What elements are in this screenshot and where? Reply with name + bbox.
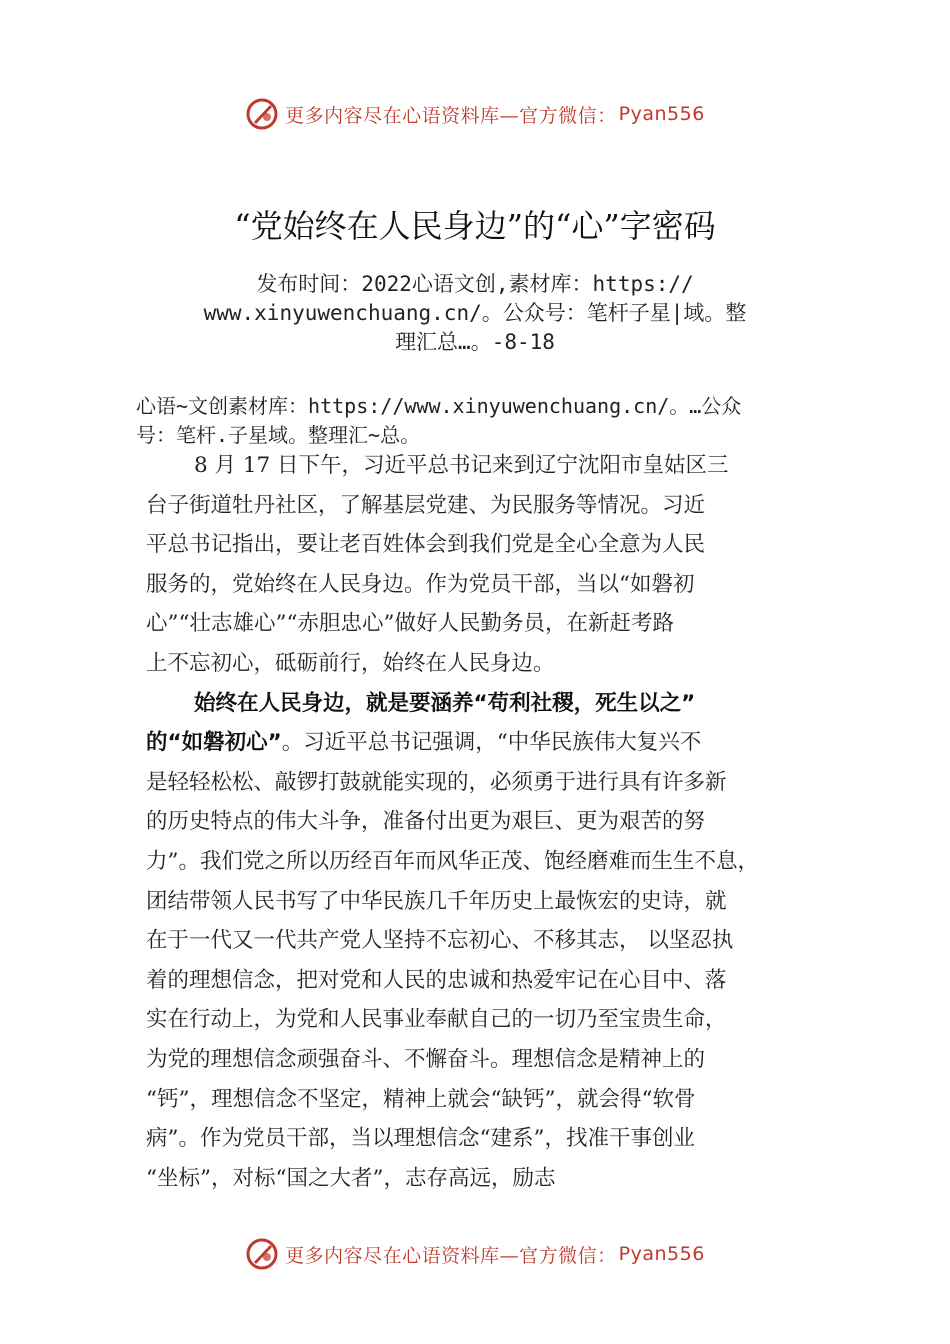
paragraph-line: 团结带领人民书写了中华民族几千年历史上最恢宏的史诗，就: [146, 888, 727, 914]
publish-meta: [150, 270, 800, 357]
watermark-header: [0, 96, 950, 132]
watermark-wechat-id: Pyan556: [618, 103, 705, 125]
paragraph-line: 服务的，党始终在人民身边。作为党员干部，当以“如磐初: [146, 571, 695, 597]
article-body: [146, 446, 818, 1198]
paragraph-line: [146, 723, 818, 763]
watermark-text: 更多内容尽在心语资料库—官方微信：: [285, 1244, 617, 1267]
paragraph-line: 实在行动上，为党和人民事业奉献自己的一切乃至宝贵生命，: [146, 1007, 727, 1033]
paragraph-line: 心”“壮志雄心”“赤胆忠心”做好人民勤务员，在新赶考路: [146, 611, 674, 637]
meta-line: 发布时间：2022心语文创,素材库：https://: [256, 272, 694, 296]
meta-line: 理汇总…。-8-18: [395, 330, 555, 354]
paragraph-line: 是轻轻松松、敲锣打鼓就能实现的，必须勇于进行具有许多新: [146, 769, 727, 795]
paragraph-line: 平总书记指出，要让老百姓体会到我们党是全心全意为人民: [146, 532, 706, 558]
document-title: “党始终在人民身边”的“心”字密码: [234, 207, 716, 245]
note-line: 心语~文创素材库：https://www.xinyuwenchuang.cn/。…公众: [136, 394, 742, 418]
paragraph-line: 为党的理想信念顽强奋斗、不懈奋斗。理想信念是精神上的: [146, 1046, 706, 1072]
paragraph-line: 在于一代又一代共产党人坚持不忘初心、不移其志， 以坚忍执: [146, 928, 734, 954]
paragraph-line: 病”。作为党员干部，当以理想信念“建系”，找准干事创业: [146, 1126, 695, 1152]
ink-brush-logo-icon: [245, 1237, 279, 1271]
bold-lead: 的“如磐初心”: [146, 730, 282, 756]
watermark-text: 更多内容尽在心语资料库—官方微信：: [285, 104, 617, 127]
bold-lead: 始终在人民身边，就是要涵养“苟利社稷，死生以之”: [194, 690, 696, 716]
paragraph-line: 上不忘初心，砥砺前行，始终在人民身边。: [146, 650, 555, 676]
watermark-footer: [0, 1236, 950, 1272]
note-line: 号：笔杆.子星域。整理汇~总。: [136, 423, 421, 447]
ink-brush-logo-icon: [245, 97, 279, 131]
paragraph-line: 着的理想信念，把对党和人民的忠诚和热爱牢记在心目中、落: [146, 967, 727, 993]
source-note: [136, 392, 844, 450]
watermark-wechat-id: Pyan556: [618, 1243, 705, 1265]
paragraph-line: 的历史特点的伟大斗争，准备付出更为艰巨、更为艰苦的努: [146, 809, 706, 835]
paragraph-line: 8 月 17 日下午，习近平总书记来到辽宁沈阳市皇姑区三: [194, 453, 729, 478]
paragraph-line: 台子街道牡丹社区，了解基层党建、为民服务等情况。习近: [146, 492, 706, 518]
paragraph-line: [146, 684, 818, 724]
line-rest: 。习近平总书记强调，“中华民族伟大复兴不: [281, 730, 702, 756]
meta-line: www.xinyuwenchuang.cn/。公众号：笔杆子星|域。整: [203, 301, 747, 325]
paragraph-line: 力”。我们党之所以历经百年而风华正茂、饱经磨难而生生不息，: [146, 848, 759, 874]
paragraph-line: “钙”，理想信念不坚定，精神上就会“缺钙”，就会得“软骨: [146, 1086, 696, 1112]
paragraph-line: “坐标”，对标“国之大者”，志存高远，励志: [146, 1165, 556, 1191]
